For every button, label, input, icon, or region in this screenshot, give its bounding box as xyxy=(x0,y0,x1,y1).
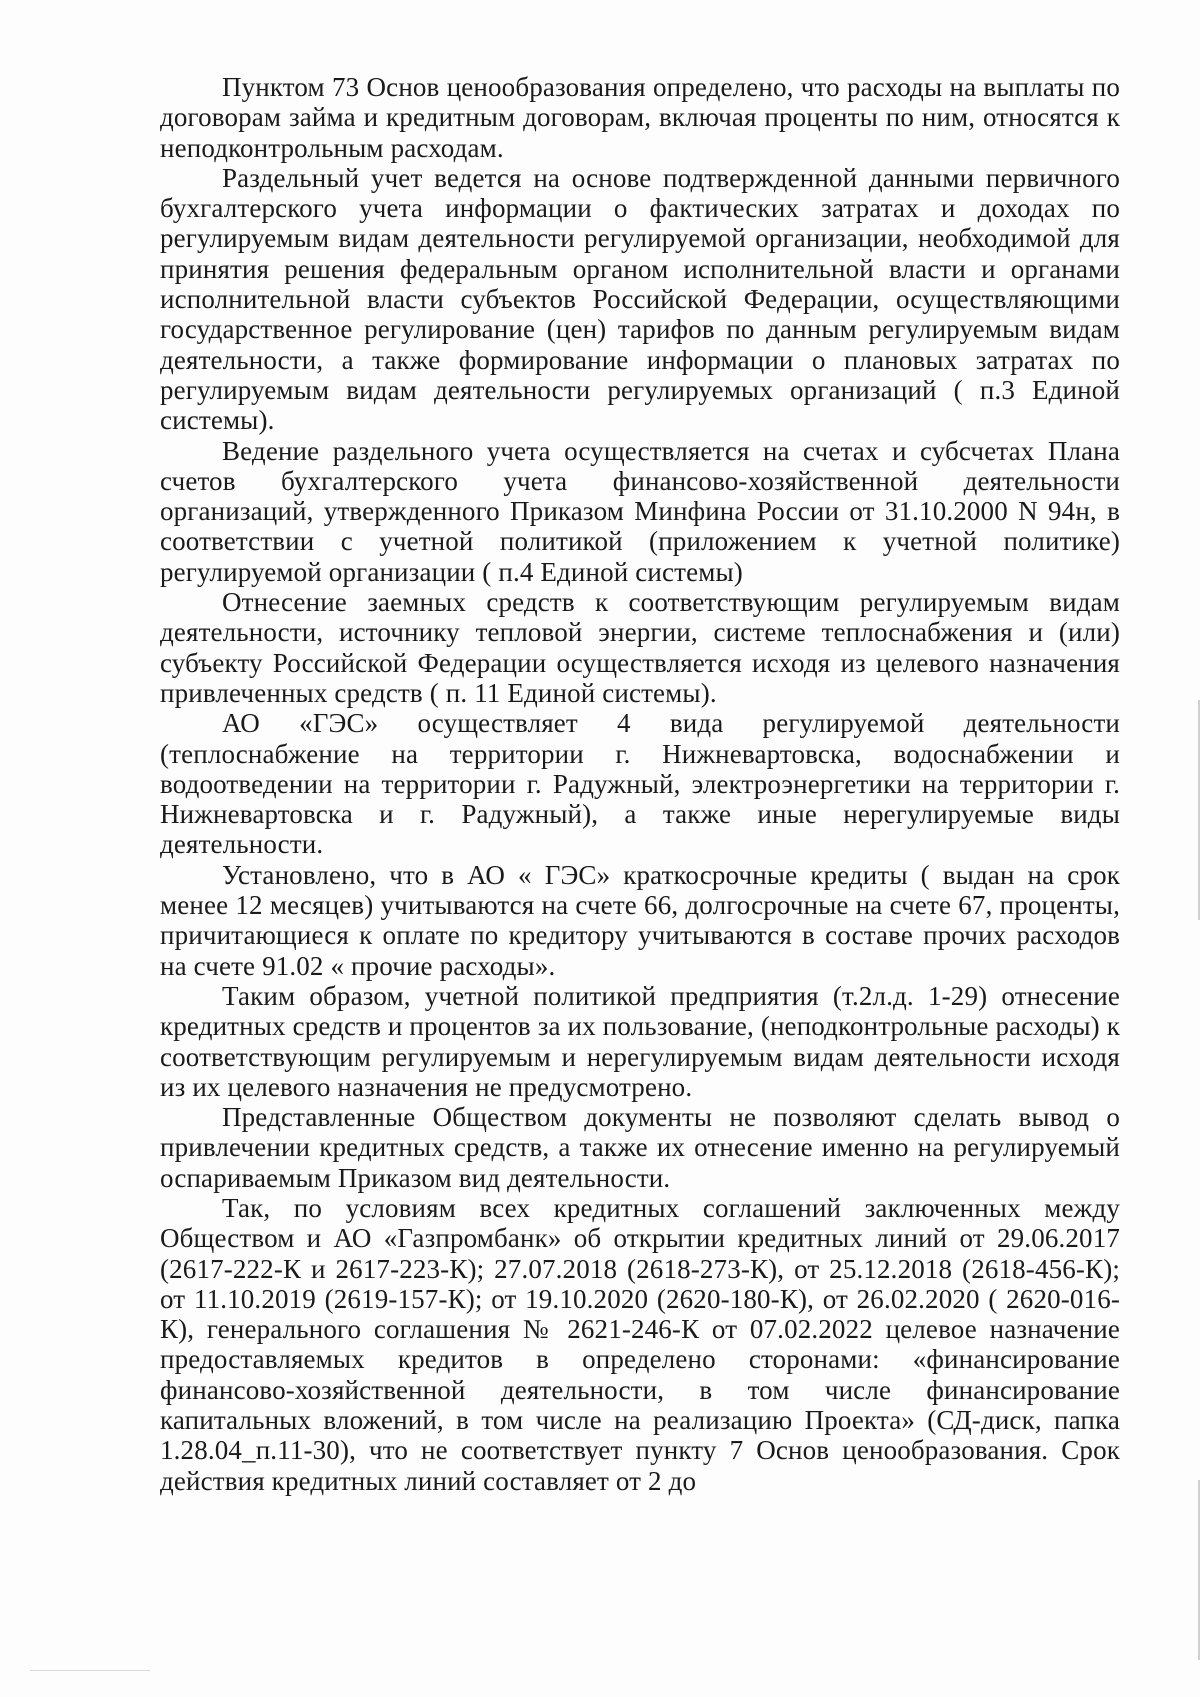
paragraph-6: Установлено, что в АО « ГЭС» краткосрочные кредиты ( выдан на срок менее 12 месяцев) учитываются на счете 66, долгосрочные на счете 67, проценты, причитающиеся к оплате по кредитору учитываются в составе прочих расходов на счете 91.02 « прочие расходы». xyxy=(160,859,1120,981)
scan-bottom-artifact xyxy=(30,1670,150,1671)
document-body xyxy=(160,72,1120,1496)
paragraph-7: Таким образом, учетной политикой предприятия (т.2л.д. 1-29) отнесение кредитных средств и процентов за их пользование, (неподконтрольные расходы) к соответствующим регулируемым и нерегулируемым видам деятельности исходя из их целевого назначения не предусмотрено. xyxy=(160,980,1120,1102)
paragraph-2: Раздельный учет ведется на основе подтвержденной данными первичного бухгалтерского учета информации о фактических затратах и доходах по регулируемым видам деятельности регулируемой организации, необходимой для принятия решения федеральным органом исполнительной власти и органами исполнительной власти субъектов Российской Федерации, осуществляющими государственное регулирование (цен) тарифов по данным регулируемым видам деятельности, а также формирование информации о плановых затратах по регулируемым видам деятельности регулируемых организаций ( п.3 Единой системы). xyxy=(160,162,1120,436)
paragraph-8: Представленные Обществом документы не позволяют сделать вывод о привлечении кредитных средств, а также их отнесение именно на регулируемый оспариваемым Приказом вид деятельности. xyxy=(160,1102,1120,1193)
paragraph-1: Пунктом 73 Основ ценообразования определено, что расходы на выплаты по договорам займа и кредитным договорам, включая проценты по ним, относятся к неподконтрольным расходам. xyxy=(160,72,1120,163)
paragraph-4: Отнесение заемных средств к соответствующим регулируемым видам деятельности, источнику тепловой энергии, системе теплоснабжения и (или) субъекту Российской Федерации осуществляется исходя из целевого назначения привлеченных средств ( п. 11 Единой системы). xyxy=(160,587,1120,708)
paragraph-3: Ведение раздельного учета осуществляется на счетах и субсчетах Плана счетов бухгалтерского учета финансово-хозяйственной деятельности организаций, утвержденного Приказом Минфина России от 31.10.2000 N 94н, в соответствии с учетной политикой (приложением к учетной политике) регулируемой организации ( п.4 Единой системы) xyxy=(160,435,1120,587)
paragraph-9: Так, по условиям всех кредитных соглашений заключенных между Обществом и АО «Газпромбанк» об открытии кредитных линий от 29.06.2017 (2617-222-К и 2617-223-К); 27.07.2018 (2618-273-К), от 25.12.2018 (2618-456-К); от 11.10.2019 (2619-157-К); от 19.10.2020 (2620-180-К), от 26.02.2020 ( 2620-016-К), генерального соглашения № 2621-246-К от 07.02.2022 целевое назначение предоставляемых кредитов в определено сторонами: «финансирование финансово-хозяйственной деятельности, в том числе финансирование капитальных вложений, в том числе на реализацию Проекта» (СД-диск, папка 1.28.04_п.11-30), что не соответствует пункту 7 Основ ценообразования. Срок действия кредитных линий составляет от 2 до xyxy=(160,1192,1120,1496)
paragraph-5: АО «ГЭС» осуществляет 4 вида регулируемой деятельности (теплоснабжение на территории г. Нижневартовска, водоснабжении и водоотведении на территории г. Радужный, электроэнергетики на территории г. Нижневартовска и г. Радужный), а также иные нерегулируемые виды деятельности. xyxy=(160,708,1120,860)
